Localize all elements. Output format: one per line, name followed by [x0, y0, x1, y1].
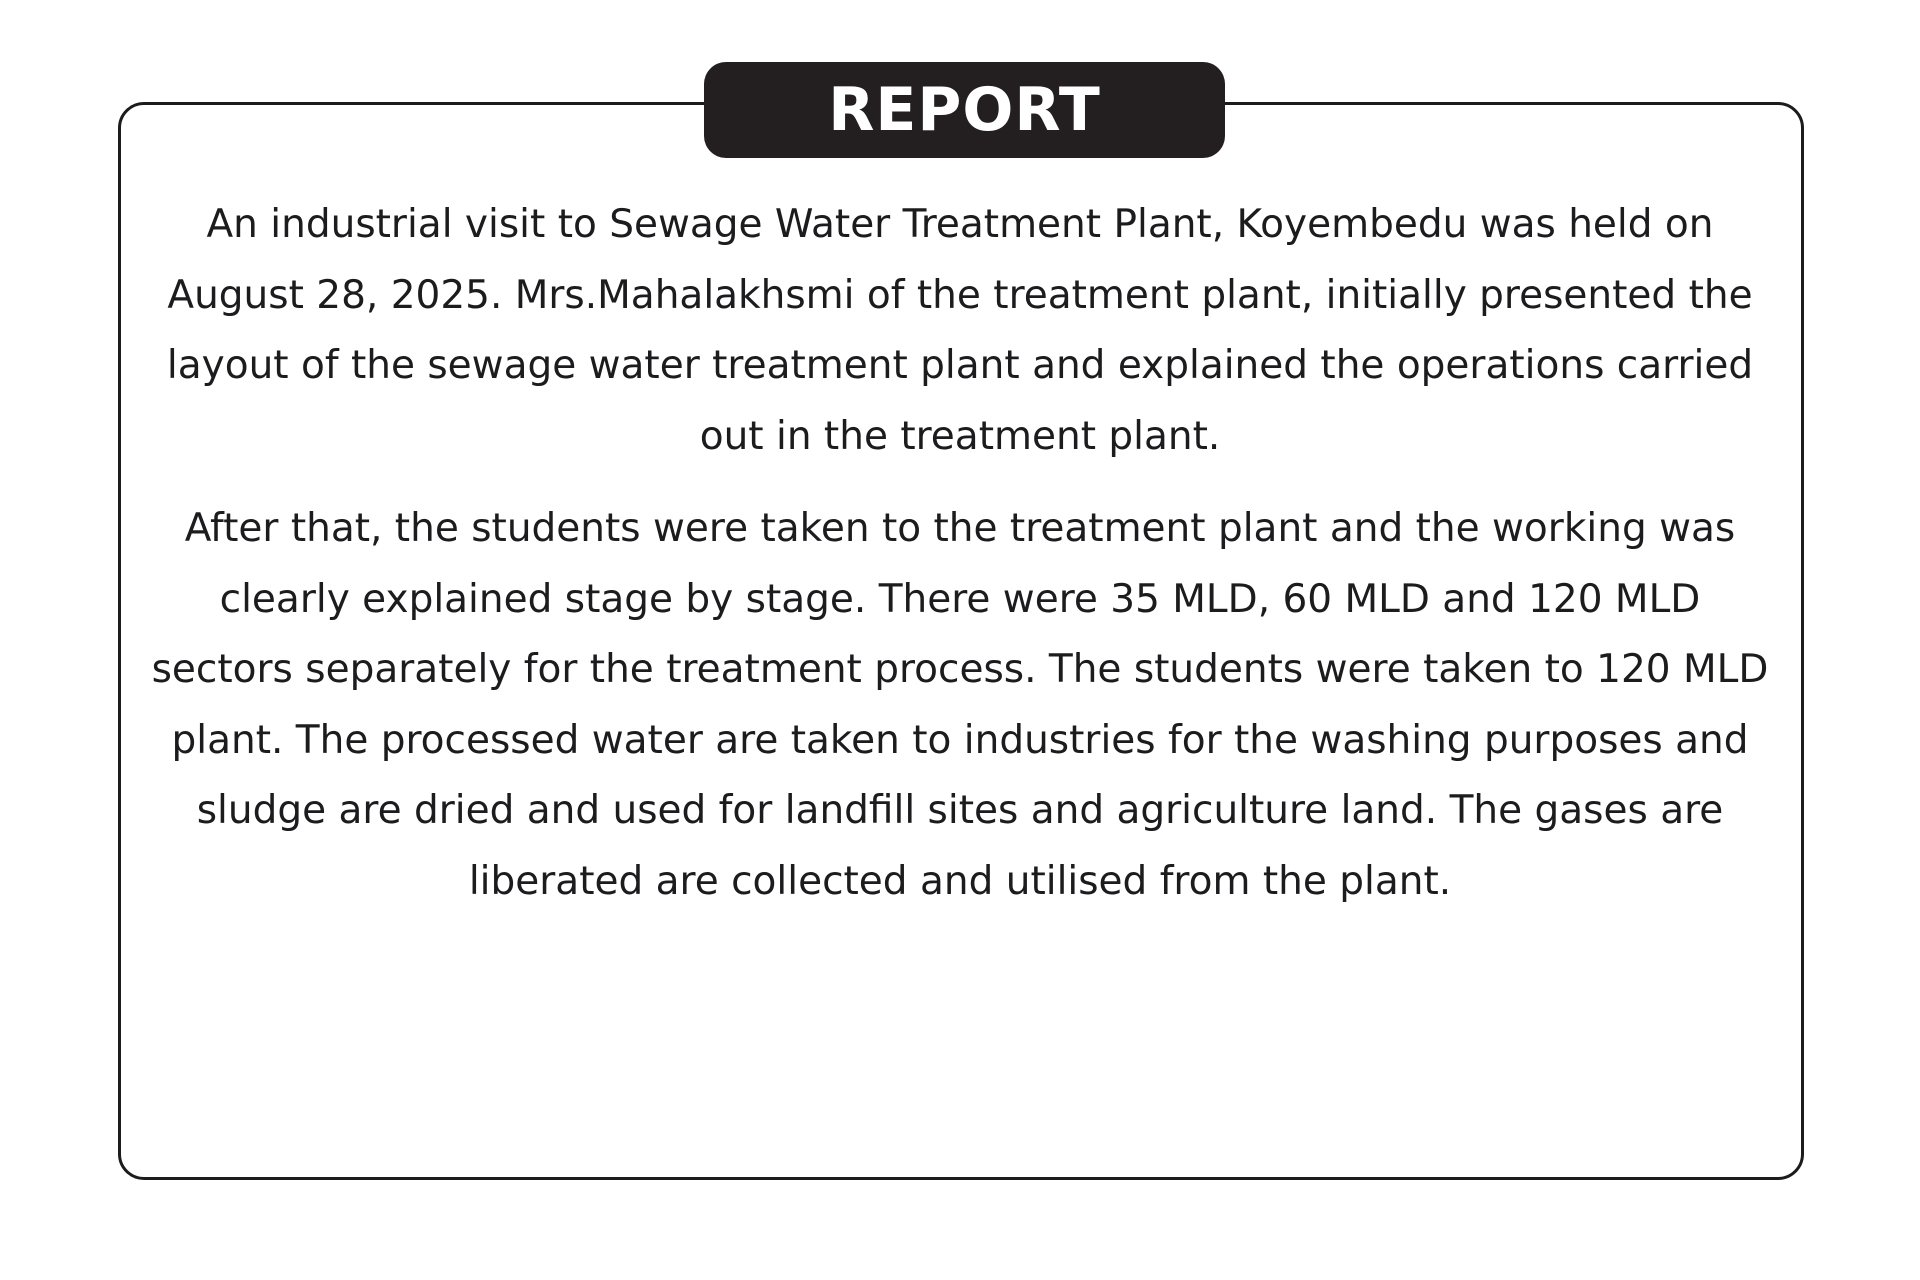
report-body	[150, 190, 1770, 917]
report-title-badge	[704, 62, 1225, 158]
report-paragraph: An industrial visit to Sewage Water Treatment Plant, Koyembedu was held on August 28, 2025. Mrs.Mahalakhsmi of the treatment plant, initially presented the layout of the sewage water treatment plant and explained the operations carried out in the treatment plant.	[166, 202, 1754, 459]
report-title: REPORT	[828, 75, 1101, 145]
report-paragraph: After that, the students were taken to the treatment plant and the working was clearly explained stage by stage. There were 35 MLD, 60 MLD and 120 MLD sectors separately for the treatment process. The students were taken to 120 MLD plant. The processed water are taken to industries for the washing purposes and sludge are dried and used for landfill sites and agriculture land. The gases are liberated are collected and utilised from the plant.	[151, 506, 1769, 904]
